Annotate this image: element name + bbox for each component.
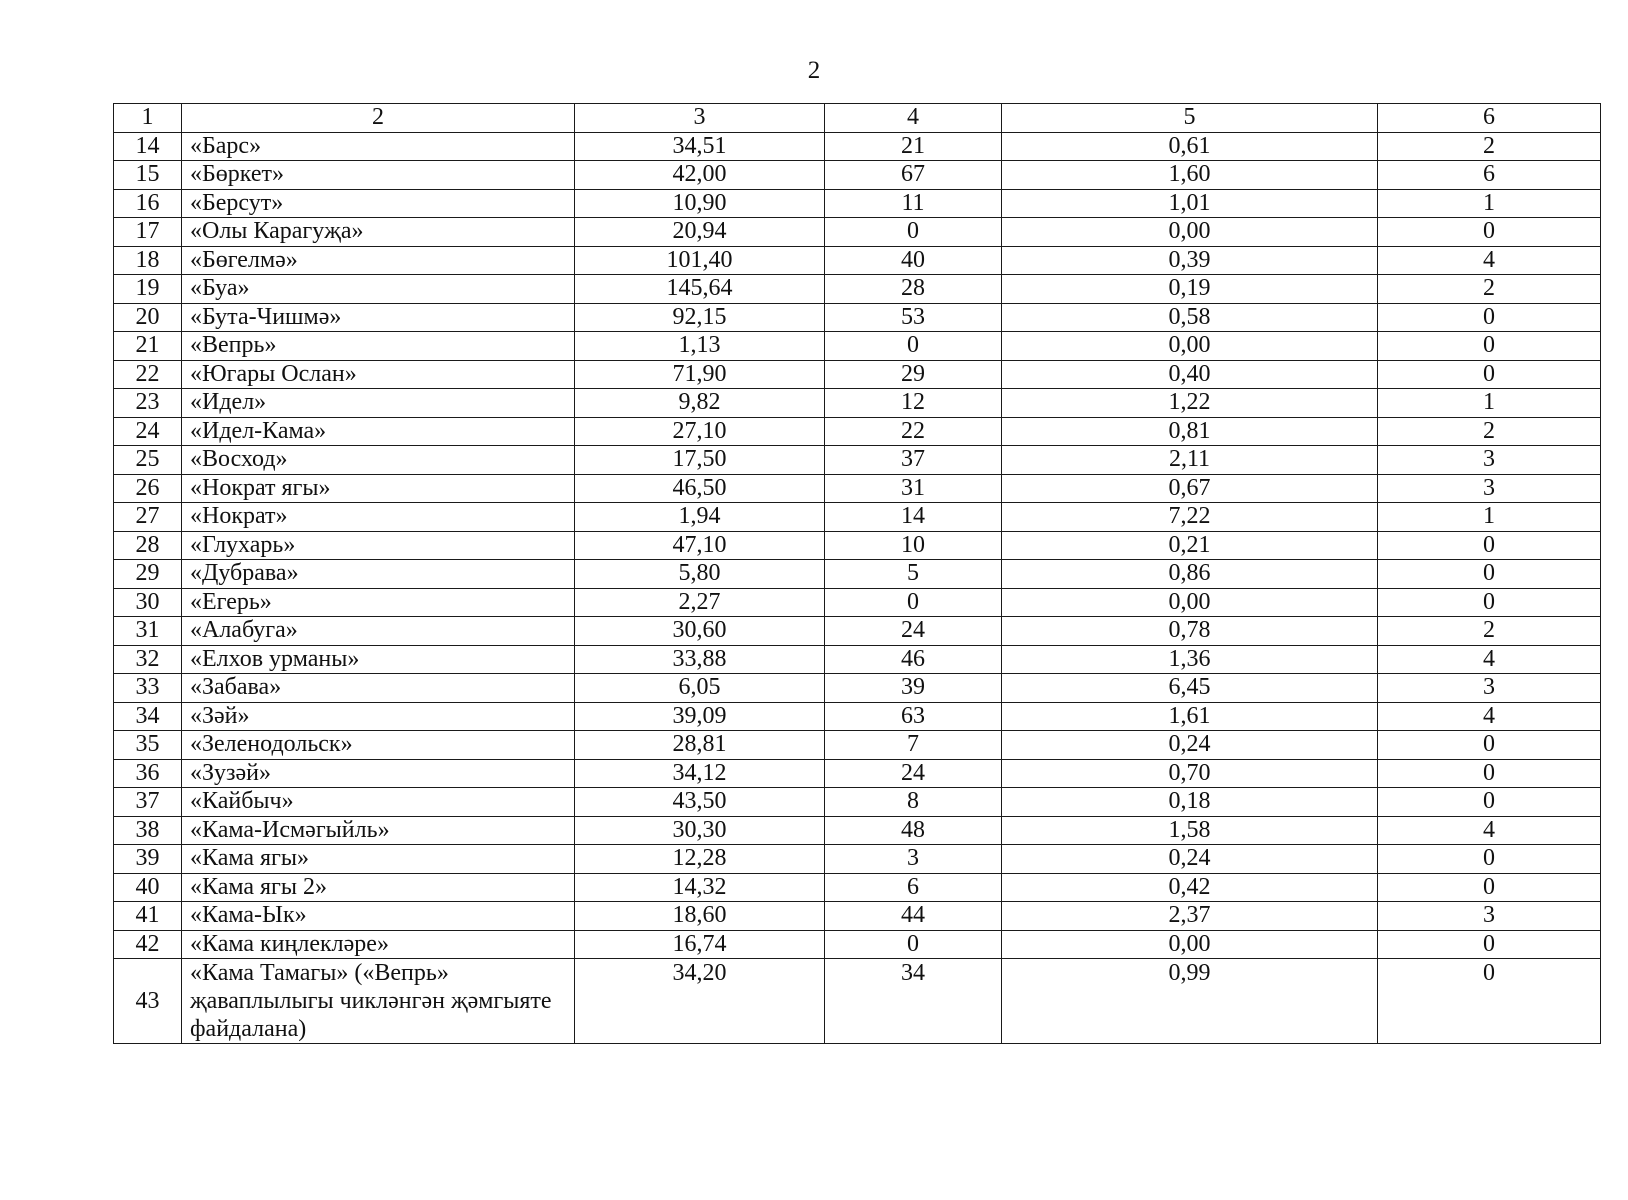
table-row [114, 731, 1601, 760]
density-value-cell: 0,40 [1002, 360, 1378, 389]
count-value-cell: 0 [825, 588, 1002, 617]
object-name-cell: «Кама-Ык» [182, 902, 575, 931]
table-row [114, 816, 1601, 845]
table-row [114, 132, 1601, 161]
row-number-cell: 14 [114, 132, 182, 161]
row-number-cell: 43 [114, 959, 182, 1044]
table-row [114, 845, 1601, 874]
object-name-cell: «Барс» [182, 132, 575, 161]
density-value-cell: 0,24 [1002, 845, 1378, 874]
quota-value-cell: 4 [1378, 246, 1601, 275]
count-value-cell: 0 [825, 218, 1002, 247]
quota-value-cell: 3 [1378, 902, 1601, 931]
row-number-cell: 31 [114, 617, 182, 646]
count-value-cell: 37 [825, 446, 1002, 475]
area-value-cell: 43,50 [575, 788, 825, 817]
count-value-cell: 5 [825, 560, 1002, 589]
quota-value-cell: 0 [1378, 218, 1601, 247]
quota-value-cell: 4 [1378, 702, 1601, 731]
row-number-cell: 17 [114, 218, 182, 247]
quota-value-cell: 2 [1378, 417, 1601, 446]
row-number-cell: 24 [114, 417, 182, 446]
table-row [114, 617, 1601, 646]
object-name-cell: «Алабуга» [182, 617, 575, 646]
object-name-cell: «Зузәй» [182, 759, 575, 788]
density-value-cell: 6,45 [1002, 674, 1378, 703]
table-row [114, 360, 1601, 389]
area-value-cell: 34,20 [575, 959, 825, 1044]
object-name-cell: «Кама ягы» [182, 845, 575, 874]
density-value-cell: 2,11 [1002, 446, 1378, 475]
header-cell: 4 [825, 104, 1002, 133]
quota-value-cell: 3 [1378, 474, 1601, 503]
density-value-cell: 0,00 [1002, 218, 1378, 247]
row-number-cell: 39 [114, 845, 182, 874]
count-value-cell: 24 [825, 617, 1002, 646]
area-value-cell: 1,94 [575, 503, 825, 532]
count-value-cell: 44 [825, 902, 1002, 931]
count-value-cell: 53 [825, 303, 1002, 332]
density-value-cell: 0,00 [1002, 332, 1378, 361]
quota-value-cell: 0 [1378, 332, 1601, 361]
row-number-cell: 35 [114, 731, 182, 760]
row-number-cell: 26 [114, 474, 182, 503]
count-value-cell: 28 [825, 275, 1002, 304]
row-number-cell: 22 [114, 360, 182, 389]
row-number-cell: 25 [114, 446, 182, 475]
table-row [114, 503, 1601, 532]
count-value-cell: 0 [825, 332, 1002, 361]
count-value-cell: 39 [825, 674, 1002, 703]
object-name-cell: «Кайбыч» [182, 788, 575, 817]
table-row [114, 674, 1601, 703]
quota-value-cell: 4 [1378, 645, 1601, 674]
density-value-cell: 0,58 [1002, 303, 1378, 332]
quota-value-cell: 0 [1378, 588, 1601, 617]
count-value-cell: 29 [825, 360, 1002, 389]
density-value-cell: 1,60 [1002, 161, 1378, 190]
header-cell: 1 [114, 104, 182, 133]
row-number-cell: 40 [114, 873, 182, 902]
density-value-cell: 0,39 [1002, 246, 1378, 275]
row-number-cell: 19 [114, 275, 182, 304]
object-name-cell: «Буа» [182, 275, 575, 304]
area-value-cell: 33,88 [575, 645, 825, 674]
header-cell: 5 [1002, 104, 1378, 133]
row-number-cell: 33 [114, 674, 182, 703]
table-row [114, 788, 1601, 817]
quota-value-cell: 0 [1378, 788, 1601, 817]
count-value-cell: 12 [825, 389, 1002, 418]
count-value-cell: 48 [825, 816, 1002, 845]
count-value-cell: 22 [825, 417, 1002, 446]
quota-value-cell: 0 [1378, 930, 1601, 959]
count-value-cell: 24 [825, 759, 1002, 788]
area-value-cell: 30,60 [575, 617, 825, 646]
row-number-cell: 34 [114, 702, 182, 731]
table-row [114, 560, 1601, 589]
table-row [114, 161, 1601, 190]
row-number-cell: 36 [114, 759, 182, 788]
area-value-cell: 34,51 [575, 132, 825, 161]
table-row [114, 446, 1601, 475]
density-value-cell: 0,78 [1002, 617, 1378, 646]
area-value-cell: 42,00 [575, 161, 825, 190]
area-value-cell: 39,09 [575, 702, 825, 731]
area-value-cell: 28,81 [575, 731, 825, 760]
table-row [114, 959, 1601, 1044]
table-row [114, 275, 1601, 304]
object-name-cell: «Елхов урманы» [182, 645, 575, 674]
count-value-cell: 0 [825, 930, 1002, 959]
count-value-cell: 11 [825, 189, 1002, 218]
density-value-cell: 0,42 [1002, 873, 1378, 902]
area-value-cell: 9,82 [575, 389, 825, 418]
quota-value-cell: 0 [1378, 303, 1601, 332]
count-value-cell: 10 [825, 531, 1002, 560]
density-value-cell: 0,00 [1002, 930, 1378, 959]
object-name-cell: «Забава» [182, 674, 575, 703]
row-number-cell: 16 [114, 189, 182, 218]
page-number: 2 [807, 57, 821, 84]
row-number-cell: 29 [114, 560, 182, 589]
row-number-cell: 20 [114, 303, 182, 332]
object-name-cell: «Нократ» [182, 503, 575, 532]
row-number-cell: 41 [114, 902, 182, 931]
object-name-cell: «Югары Ослан» [182, 360, 575, 389]
row-number-cell: 18 [114, 246, 182, 275]
object-name-cell: «Кама ягы 2» [182, 873, 575, 902]
area-value-cell: 6,05 [575, 674, 825, 703]
row-number-cell: 28 [114, 531, 182, 560]
table-row [114, 930, 1601, 959]
quota-value-cell: 0 [1378, 531, 1601, 560]
quota-value-cell: 1 [1378, 389, 1601, 418]
object-name-cell: «Кама-Исмәгыйль» [182, 816, 575, 845]
object-name-cell: «Бөркет» [182, 161, 575, 190]
quota-value-cell: 0 [1378, 731, 1601, 760]
area-value-cell: 16,74 [575, 930, 825, 959]
area-value-cell: 27,10 [575, 417, 825, 446]
object-name-cell: «Зәй» [182, 702, 575, 731]
table-row [114, 389, 1601, 418]
table-row [114, 332, 1601, 361]
density-value-cell: 0,21 [1002, 531, 1378, 560]
density-value-cell: 1,58 [1002, 816, 1378, 845]
area-value-cell: 17,50 [575, 446, 825, 475]
row-number-cell: 42 [114, 930, 182, 959]
area-value-cell: 47,10 [575, 531, 825, 560]
density-value-cell: 1,01 [1002, 189, 1378, 218]
table-row [114, 902, 1601, 931]
density-value-cell: 0,67 [1002, 474, 1378, 503]
density-value-cell: 0,86 [1002, 560, 1378, 589]
object-name-cell: «Кама Тамагы» («Вепрь» җаваплылыгы чикләнгән җәмгыяте файдалана) [182, 959, 575, 1044]
density-value-cell: 2,37 [1002, 902, 1378, 931]
count-value-cell: 34 [825, 959, 1002, 1044]
object-name-cell: «Кама киңлекләре» [182, 930, 575, 959]
area-value-cell: 145,64 [575, 275, 825, 304]
quota-value-cell: 2 [1378, 617, 1601, 646]
quota-value-cell: 2 [1378, 275, 1601, 304]
quota-value-cell: 0 [1378, 873, 1601, 902]
table-row [114, 645, 1601, 674]
density-value-cell: 0,61 [1002, 132, 1378, 161]
row-number-cell: 37 [114, 788, 182, 817]
area-value-cell: 12,28 [575, 845, 825, 874]
quota-value-cell: 0 [1378, 560, 1601, 589]
object-name-cell: «Глухарь» [182, 531, 575, 560]
table-row [114, 531, 1601, 560]
object-name-cell: «Бута-Чишмә» [182, 303, 575, 332]
table-row [114, 474, 1601, 503]
area-value-cell: 14,32 [575, 873, 825, 902]
table-row [114, 873, 1601, 902]
density-value-cell: 0,00 [1002, 588, 1378, 617]
area-value-cell: 18,60 [575, 902, 825, 931]
row-number-cell: 38 [114, 816, 182, 845]
density-value-cell: 0,99 [1002, 959, 1378, 1044]
count-value-cell: 21 [825, 132, 1002, 161]
area-value-cell: 30,30 [575, 816, 825, 845]
count-value-cell: 3 [825, 845, 1002, 874]
area-value-cell: 34,12 [575, 759, 825, 788]
density-value-cell: 0,24 [1002, 731, 1378, 760]
area-value-cell: 2,27 [575, 588, 825, 617]
density-value-cell: 0,81 [1002, 417, 1378, 446]
density-value-cell: 1,22 [1002, 389, 1378, 418]
quota-value-cell: 6 [1378, 161, 1601, 190]
row-number-cell: 15 [114, 161, 182, 190]
count-value-cell: 40 [825, 246, 1002, 275]
count-value-cell: 14 [825, 503, 1002, 532]
header-cell: 6 [1378, 104, 1601, 133]
object-name-cell: «Егерь» [182, 588, 575, 617]
density-value-cell: 1,36 [1002, 645, 1378, 674]
header-cell: 3 [575, 104, 825, 133]
count-value-cell: 67 [825, 161, 1002, 190]
quota-value-cell: 1 [1378, 503, 1601, 532]
table-row [114, 759, 1601, 788]
row-number-cell: 23 [114, 389, 182, 418]
density-value-cell: 0,18 [1002, 788, 1378, 817]
area-value-cell: 71,90 [575, 360, 825, 389]
table-header-row [114, 104, 1601, 133]
object-name-cell: «Зеленодольск» [182, 731, 575, 760]
row-number-cell: 30 [114, 588, 182, 617]
density-value-cell: 7,22 [1002, 503, 1378, 532]
quota-value-cell: 1 [1378, 189, 1601, 218]
quota-value-cell: 0 [1378, 959, 1601, 1044]
object-name-cell: «Дубрава» [182, 560, 575, 589]
row-number-cell: 21 [114, 332, 182, 361]
quota-value-cell: 0 [1378, 759, 1601, 788]
density-value-cell: 0,19 [1002, 275, 1378, 304]
quota-value-cell: 3 [1378, 446, 1601, 475]
area-value-cell: 92,15 [575, 303, 825, 332]
density-value-cell: 1,61 [1002, 702, 1378, 731]
count-value-cell: 7 [825, 731, 1002, 760]
row-number-cell: 27 [114, 503, 182, 532]
count-value-cell: 8 [825, 788, 1002, 817]
quota-value-cell: 0 [1378, 845, 1601, 874]
quota-value-cell: 0 [1378, 360, 1601, 389]
density-value-cell: 0,70 [1002, 759, 1378, 788]
object-name-cell: «Вепрь» [182, 332, 575, 361]
area-value-cell: 1,13 [575, 332, 825, 361]
count-value-cell: 6 [825, 873, 1002, 902]
count-value-cell: 46 [825, 645, 1002, 674]
object-name-cell: «Бөгелмә» [182, 246, 575, 275]
object-name-cell: «Нократ ягы» [182, 474, 575, 503]
area-value-cell: 5,80 [575, 560, 825, 589]
count-value-cell: 31 [825, 474, 1002, 503]
object-name-cell: «Восход» [182, 446, 575, 475]
object-name-cell: «Идел-Кама» [182, 417, 575, 446]
table-row [114, 702, 1601, 731]
area-value-cell: 10,90 [575, 189, 825, 218]
table-row [114, 189, 1601, 218]
quota-value-cell: 3 [1378, 674, 1601, 703]
table-row [114, 417, 1601, 446]
table-row [114, 303, 1601, 332]
data-table [113, 103, 1601, 1044]
object-name-cell: «Идел» [182, 389, 575, 418]
quota-value-cell: 4 [1378, 816, 1601, 845]
object-name-cell: «Берсут» [182, 189, 575, 218]
table-row [114, 588, 1601, 617]
header-cell: 2 [182, 104, 575, 133]
count-value-cell: 63 [825, 702, 1002, 731]
table-row [114, 218, 1601, 247]
quota-value-cell: 2 [1378, 132, 1601, 161]
area-value-cell: 46,50 [575, 474, 825, 503]
area-value-cell: 101,40 [575, 246, 825, 275]
row-number-cell: 32 [114, 645, 182, 674]
area-value-cell: 20,94 [575, 218, 825, 247]
table-row [114, 246, 1601, 275]
object-name-cell: «Олы Карагуҗа» [182, 218, 575, 247]
